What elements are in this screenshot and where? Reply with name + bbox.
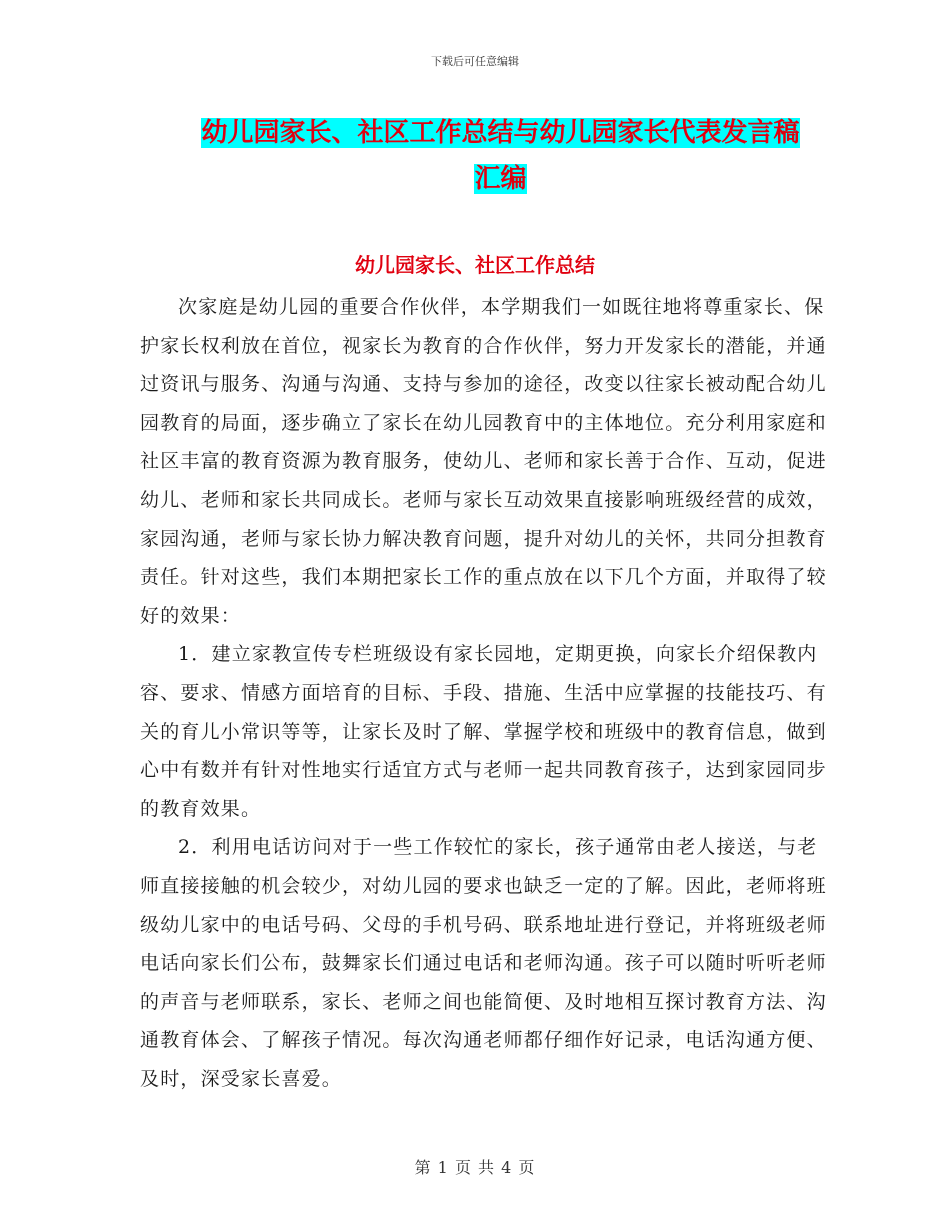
page-number: 第 1 页 共 4 页 <box>414 1158 536 1177</box>
document-title <box>193 110 808 202</box>
paragraph-item-2: 2．利用电话访问对于一些工作较忙的家长，孩子通常由老人接送，与老师直接接触的机会较少，对幼儿园的要求也缺乏一定的了解。因此，老师将班级幼儿家中的电话号码、父母的手机号码、联系地址进行登记，并将班级老师电话向家长们公布，鼓舞家长们通过电话和老师沟通。孩子可以随时听听老师的声音与老师联系，家长、老师之间也能简便、及时地相互探讨教育方法、沟通教育体会、了解孩子情况。每次沟通老师都仔细作好记录，电话沟通方便、及时，深受家长喜爱。 <box>140 836 827 1090</box>
section-title: 幼儿园家长、社区工作总结 <box>355 253 595 277</box>
paragraph-intro: 次家庭是幼儿园的重要合作伙伴，本学期我们一如既往地将尊重家长、保护家长权利放在首位，视家长为教育的合作伙伴，努力开发家长的潜能，并通过资讯与服务、沟通与沟通、支持与参加的途径，改变以往家长被动配合幼儿园教育的局面，逐步确立了家长在幼儿园教育中的主体地位。充分利用家庭和社区丰富的教育资源为教育服务，使幼儿、老师和家长善于合作、互动，促进幼儿、老师和家长共同成长。老师与家长互动效果直接影响班级经营的成效，家园沟通，老师与家长协力解决教育问题，提升对幼儿的关怀，共同分担教育责任。针对这些，我们本期把家长工作的重点放在以下几个方面，并取得了较好的效果： <box>140 296 827 627</box>
paragraph-item-1: 1．建立家教宣传专栏班级设有家长园地，定期更换，向家长介绍保教内容、要求、情感方面培育的目标、手段、措施、生活中应掌握的技能技巧、有关的育儿小常识等等，让家长及时了解、掌握学校和班级中的教育信息，做到心中有数并有针对性地实行适宜方式与老师一起共同教育孩子，达到家园同步的教育效果。 <box>140 643 827 820</box>
header-note: 下载后可任意编辑 <box>431 55 519 68</box>
document-body <box>140 288 830 1098</box>
document-title-text: 幼儿园家长、社区工作总结与幼儿园家长代表发言稿汇编 <box>201 118 800 194</box>
